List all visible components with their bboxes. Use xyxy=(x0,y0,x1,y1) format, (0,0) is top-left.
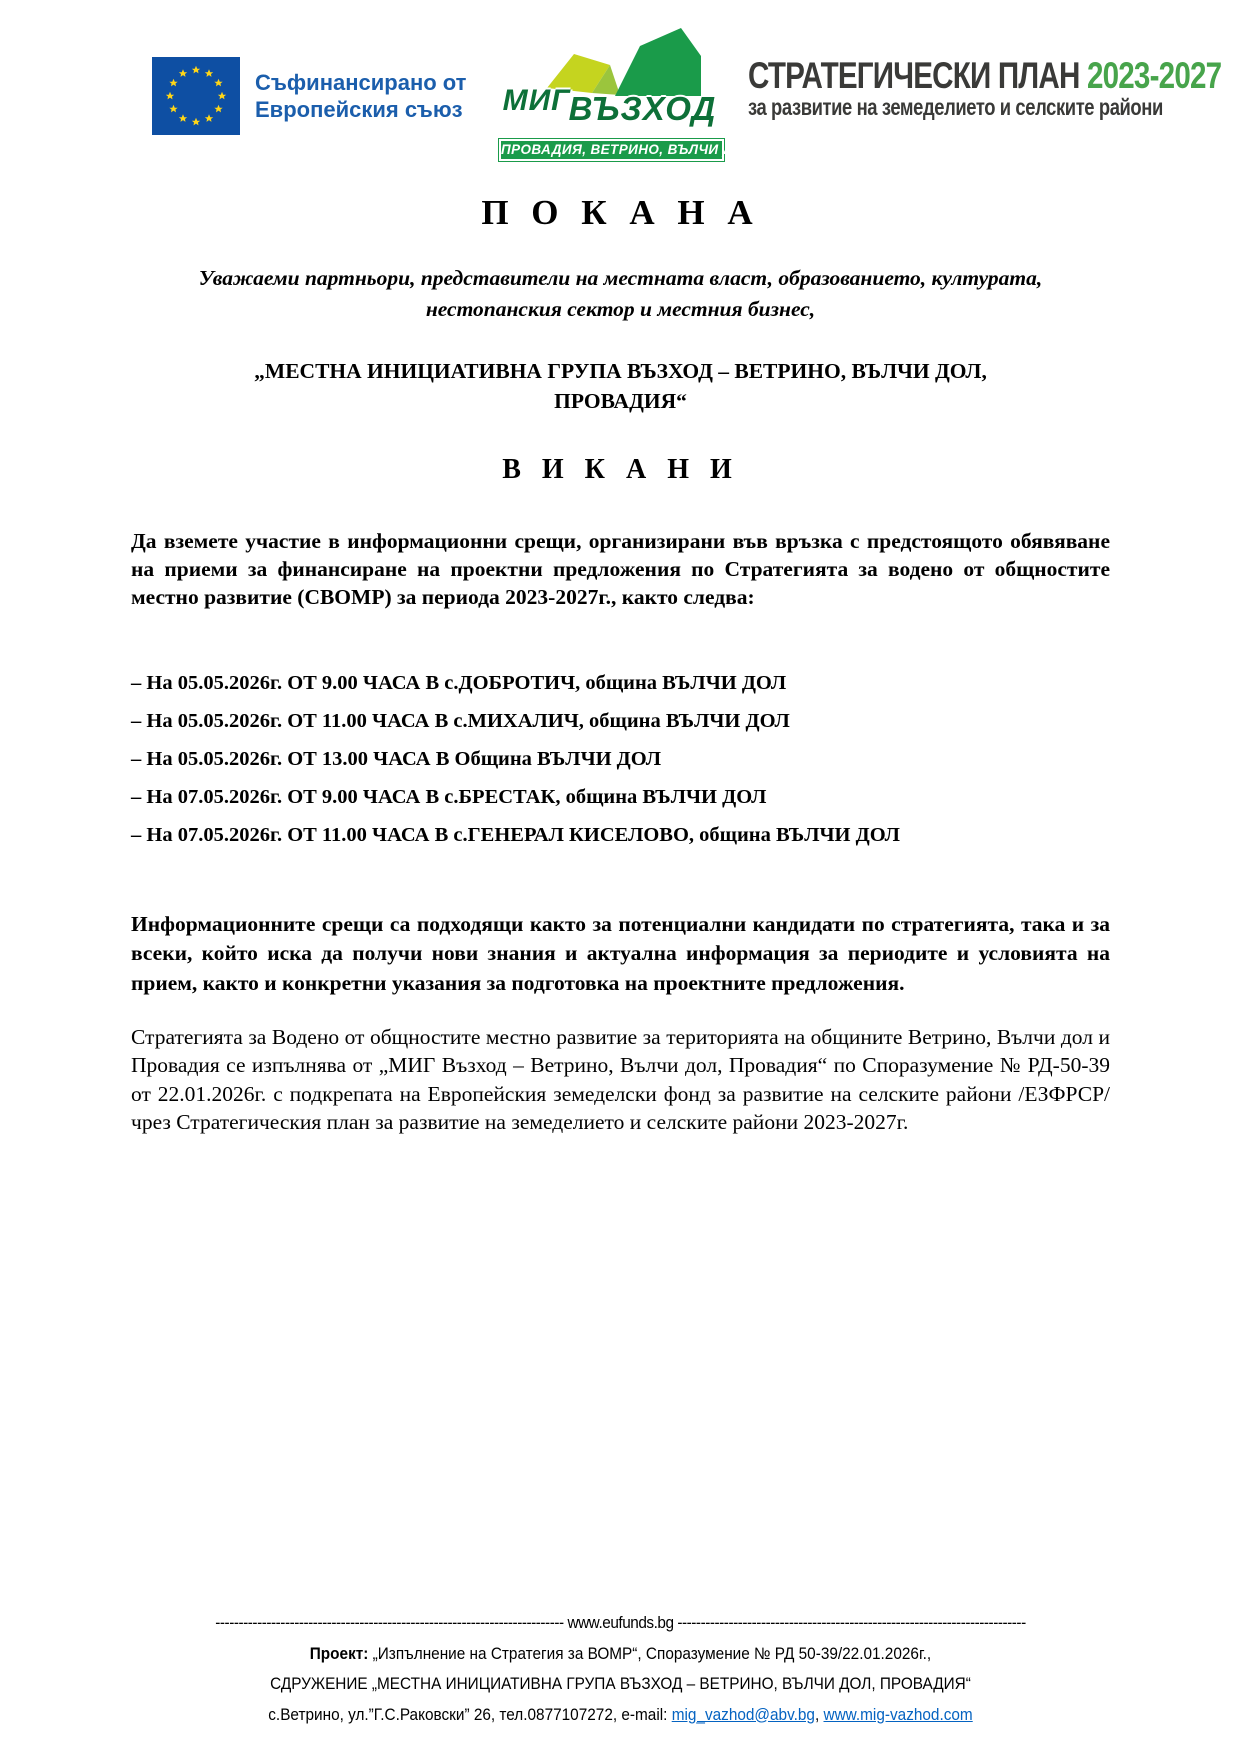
meeting-item: – На 05.05.2026г. ОТ 11.00 ЧАСА В с.МИХАЛИЧ, община ВЪЛЧИ ДОЛ xyxy=(131,709,790,732)
meeting-item: – На 05.05.2026г. ОТ 13.00 ЧАСА В Община ВЪЛЧИ ДОЛ xyxy=(131,747,661,770)
eu-flag-icon xyxy=(152,57,240,135)
footer xyxy=(0,1615,1241,1723)
document-body xyxy=(0,193,1241,1137)
footer-project-text: „Изпълнение на Стратегия за ВОМР“, Споразумение № РД 50-39/22.01.2026г., xyxy=(368,1644,932,1663)
meeting-item: – На 07.05.2026г. ОТ 11.00 ЧАСА В с.ГЕНЕРАЛ КИСЕЛОВО, община ВЪЛЧИ ДОЛ xyxy=(131,823,900,846)
salutation-paragraph: Уважаеми партньори, представители на местната власт, образованието, културата, нестопанския сектор и местния бизнес, xyxy=(198,266,1043,322)
strategic-plan-title xyxy=(748,55,1222,96)
intro-paragraph: Да вземете участие в информационни срещи, организирани във връзка с предстоящото обявяване на приеми за финансиране на проектни предложения по Стратегията за водено от общностите местно развитие (СВОМР) за периода 2023-2027г., както следва: xyxy=(131,528,1110,610)
footer-association-line: СДРУЖЕНИЕ „МЕСТНА ИНИЦИАТИВНА ГРУПА ВЪЗХОД – ВЕТРИНО, ВЪЛЧИ ДОЛ, ПРОВАДИЯ“ xyxy=(270,1675,971,1693)
strategic-plan-logo xyxy=(748,55,1222,122)
mig-logo-wordmark xyxy=(497,84,722,128)
strategic-plan-years: 2023-2027 xyxy=(1086,55,1222,96)
mig-vazhod-logo xyxy=(497,26,754,157)
eu-text-line2: Европейския съюз xyxy=(255,97,463,122)
footer-dashes-right: --------------------------------------------------------------------------- xyxy=(677,1614,1026,1632)
header xyxy=(0,0,1241,160)
footer-project-line xyxy=(43,1646,1197,1663)
eu-text-line1: Съфинансирано от xyxy=(255,69,467,95)
strategic-plan-subtitle: за развитие на земеделието и селските райони xyxy=(748,94,1163,120)
eu-cofunded-text xyxy=(255,69,466,124)
strategy-paragraph: Стратегията за Водено от общностите местно развитие за територията на общините Ветрино, Вълчи дол и Провадия се изпълнява от „МИГ Възход – Ветрино, Вълчи дол, Провадия“ по Споразумение № РД-50-39 от 22.01.2026г. с подкрепата на Европейския земеделски фонд за развитие на селските райони /ЕЗФРСР/ чрез Стратегическия план за развитие на земеделието и селските райони 2023-2027г. xyxy=(131,1024,1110,1135)
footer-contact-line xyxy=(43,1707,1197,1724)
meeting-item: – На 07.05.2026г. ОТ 9.00 ЧАСА В с.БРЕСТАК, община ВЪЛЧИ ДОЛ xyxy=(131,785,767,808)
footer-project-label: Проект: xyxy=(309,1644,369,1663)
footer-eufunds-text: www.eufunds.bg xyxy=(563,1614,678,1632)
info-paragraph: Информационните срещи са подходящи както за потенциални кандидати по стратегията, така и за всеки, който иска да получи нови знания и актуална информация за периодите и условията на прием, както и конкретни указания за подготовка на проектните предложения. xyxy=(131,911,1110,995)
strategic-plan-title-text: СТРАТЕГИЧЕСКИ ПЛАН xyxy=(748,55,1087,96)
invites-heading: В И К А Н И xyxy=(502,453,739,485)
footer-website-link[interactable]: www.mig-vazhod.com xyxy=(823,1705,973,1724)
meeting-item: – На 05.05.2026г. ОТ 9.00 ЧАСА В с.ДОБРОТИЧ, община ВЪЛЧИ ДОЛ xyxy=(131,671,787,694)
mig-banner-municipalities: ПРОВАДИЯ, ВЕТРИНО, ВЪЛЧИ ДОЛ xyxy=(499,139,724,161)
meetings-list xyxy=(131,672,1110,847)
footer-eufunds-line xyxy=(43,1615,1197,1632)
eu-cofunded-logo xyxy=(152,57,466,135)
mig-word: МИГ xyxy=(502,84,571,117)
page-title: П О К А Н А xyxy=(481,193,760,232)
footer-separator: , xyxy=(814,1705,824,1724)
organization-heading: „МЕСТНА ИНИЦИАТИВНА ГРУПА ВЪЗХОД – ВЕТРИНО, ВЪЛЧИ ДОЛ, ПРОВАДИЯ“ xyxy=(254,359,987,414)
footer-email-link[interactable]: mig_vazhod@abv.bg xyxy=(671,1705,815,1724)
vazhod-word: ВЪЗХОД xyxy=(568,90,717,127)
footer-address-text: с.Ветрино, ул.”Г.С.Раковски” 26, тел.0877107272, e-mail: xyxy=(268,1705,672,1724)
footer-dashes-left: --------------------------------------------------------------------------- xyxy=(215,1614,564,1632)
